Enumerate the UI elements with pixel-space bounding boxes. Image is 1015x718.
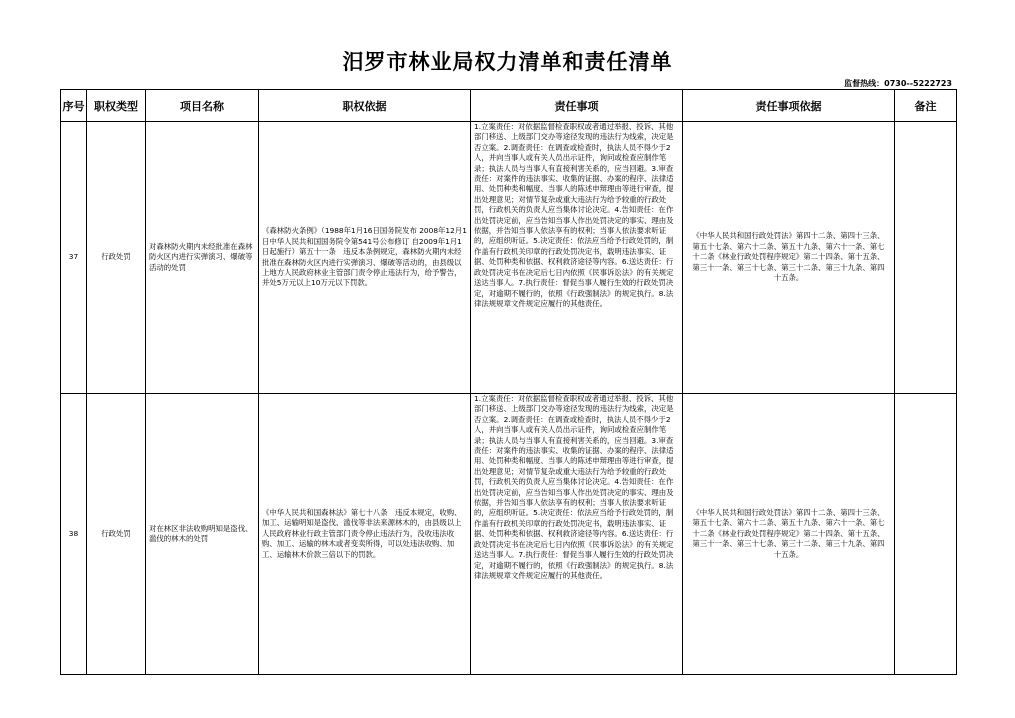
- cell-note: [895, 394, 957, 675]
- cell-type: 行政处罚: [87, 122, 146, 394]
- cell-seq: 37: [61, 122, 87, 394]
- header-type: 职权类型: [87, 90, 146, 122]
- duty-text: 1.立案责任：对依据监督检查职权或者通过举报、投诉、其他部门移送、上级部门交办等途径发现的违法行为线索，决定是否立案。2.调查责任：在调查或检查时，执法人员不得少于2人，并向当事人或有关人员出示证件，询问或检查应制作笔录；执法人员与当事人有直接利害关系的，应当回避。3.审查责任：对案件的违法事实、收集的证据、办案的程序、法律适用、处罚种类和幅度、当事人的陈述申辩理由等进行审查，提出处理意见；对情节复杂或重大违法行为给予较重的行政处罚，行政机关的负责人应当集体讨论决定。4.告知责任：在作出处罚决定前，应当告知当事人作出处罚决定的事实、理由及依据，并告知当事人依法享有的权利；当事人依法要求听证的，应组织听证。5.决定责任：依法应当给予行政处罚的，制作盖有行政机关印章的行政处罚决定书，载明违法事实、证据、处罚种类和依据、权利救济途径等内容。6.送达责任：行政处罚决定书在决定后七日内依照《民事诉讼法》的有关规定送达当事人。7.执行责任：督促当事人履行生效的行政处罚决定，对逾期不履行的，依照《行政强制法》的规定执行。8.法律法规规章文件规定应履行的其他责任。: [474, 122, 674, 308]
- table-header-row: [61, 90, 957, 122]
- cell-name: 对森林防火期内未经批准在森林防火区内进行实弹演习、爆破等活动的处罚: [146, 122, 259, 394]
- cell-duty-basis: 《中华人民共和国行政处罚法》第四十二条、第四十三条、第五十七条、第六十二条、第五十九条、第六十一条、第七十二条《林业行政处罚程序规定》第二十四条、第十五条、第三十一条、第三十七条、第三十二条、第三十九条、第四十五条。: [683, 394, 895, 675]
- duty-text: 1.立案责任：对依据监督检查职权或者通过举报、投诉、其他部门移送、上级部门交办等途径发现的违法行为线索，决定是否立案。2.调查责任：在调查或检查时，执法人员不得少于2人，并向当事人或有关人员出示证件，询问或检查应制作笔录；执法人员与当事人有直接利害关系的，应当回避。3.审查责任：对案件的违法事实、收集的证据、办案的程序、法律适用、处罚种类和幅度、当事人的陈述申辩理由等进行审查，提出处理意见；对情节复杂或重大违法行为给予较重的行政处罚，行政机关的负责人应当集体讨论决定。4.告知责任：在作出处罚决定前，应当告知当事人作出处罚决定的事实、理由及依据，并告知当事人依法享有的权利；当事人依法要求听证的，应组织听证。5.决定责任：依法应当给予行政处罚的，制作盖有行政机关印章的行政处罚决定书，载明违法事实、证据、处罚种类和依据、权利救济途径等内容。6.送达责任：行政处罚决定书在决定后七日内依照《民事诉讼法》的有关规定送达当事人。7.执行责任：督促当事人履行生效的行政处罚决定，对逾期不履行的，依照《行政强制法》的规定执行。8.法律法规规章文件规定应履行的其他责任。: [474, 394, 674, 580]
- power-responsibility-table: [60, 89, 957, 675]
- cell-duty: [471, 122, 683, 394]
- cell-basis: 《森林防火条例》（1988年1月16日国务院发布 2008年12月1日中华人民共和国国务院令第541号公布修订 自2009年1月1日起施行）第五十一条 违反本条例规定，森林防火期内未经批准在森林防火区内进行实弹演习、爆破等活动的，由县级以上地方人民政府林业主管部门责令停止违法行为，给予警告，并处5万元以上10万元以下罚款。: [259, 122, 471, 394]
- cell-duty-basis: 《中华人民共和国行政处罚法》第四十二条、第四十三条、第五十七条、第六十二条、第五十九条、第六十一条、第七十二条《林业行政处罚程序规定》第二十四条、第十五条、第三十一条、第三十七条、第三十二条、第三十九条、第四十五条。: [683, 122, 895, 394]
- cell-seq: 38: [61, 394, 87, 675]
- page-title: 汨罗市林业局权力清单和责任清单: [342, 50, 673, 74]
- cell-note: [895, 122, 957, 394]
- supervision-hotline: 监督热线：0730--5222723: [844, 79, 952, 88]
- header-duty: 责任事项: [471, 90, 683, 122]
- cell-duty: [471, 394, 683, 675]
- cell-type: 行政处罚: [87, 394, 146, 675]
- header-note: 备注: [895, 90, 957, 122]
- cell-basis: 《中华人民共和国森林法》第七十八条 违反本规定，收购、加工、运输明知是盗伐、滥伐等非法来源林木的，由县级以上人民政府林业行政主管部门责令停止违法行为，没收违法收购、加工、运输的林木或者变卖所得，可以处违法收购、加工、运输林木价款三倍以下的罚款。: [259, 394, 471, 675]
- cell-name: 对在林区非法收购明知是盗伐、滥伐的林木的处罚: [146, 394, 259, 675]
- table-row: [61, 122, 957, 394]
- table-row: [61, 394, 957, 675]
- header-duty-basis: 责任事项依据: [683, 90, 895, 122]
- header-name: 项目名称: [146, 90, 259, 122]
- header-basis: 职权依据: [259, 90, 471, 122]
- header-seq: 序号: [61, 90, 87, 122]
